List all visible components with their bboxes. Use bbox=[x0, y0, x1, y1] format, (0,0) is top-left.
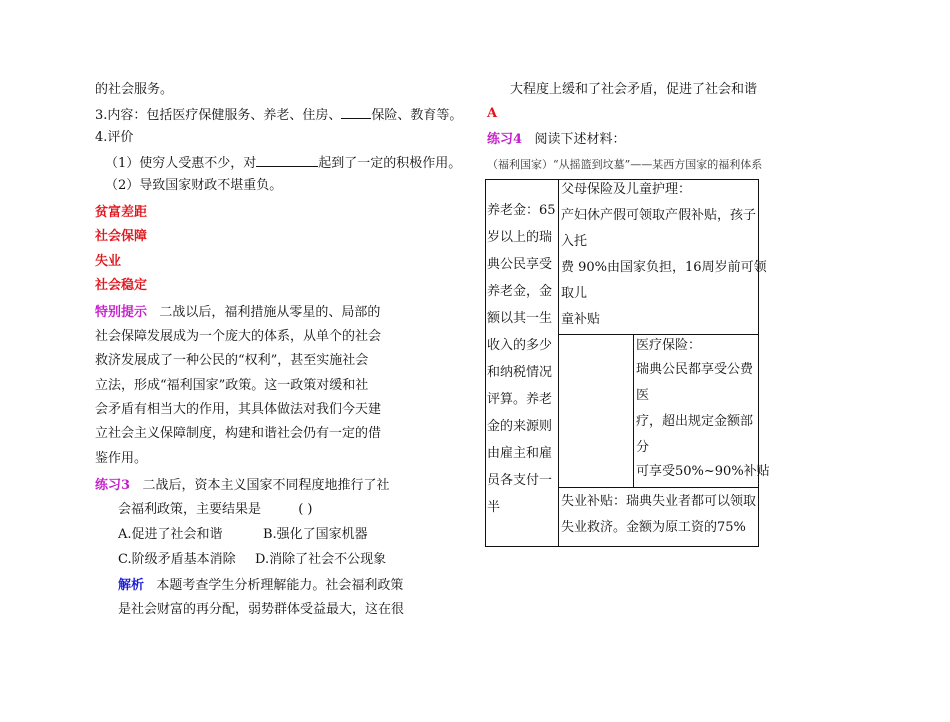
answer-3: 失业 bbox=[95, 254, 122, 269]
text-span: 阅读下述材料： bbox=[534, 132, 626, 147]
medical-insurance-text: 瑞典公民都享受公费 bbox=[636, 362, 754, 377]
pension-text: 收入的多少 bbox=[487, 338, 553, 353]
analysis-line-1 bbox=[118, 576, 403, 596]
text-span: 本题考查学生分析理解能力。社会福利政策 bbox=[156, 578, 404, 593]
tip-line: 鉴作用。 bbox=[95, 451, 148, 466]
answer-parens: ( ) bbox=[298, 502, 313, 517]
medical-insurance-text: 分 bbox=[636, 440, 650, 455]
medical-insurance-text: 可享受50%~90%补贴 bbox=[636, 464, 770, 479]
table-divider bbox=[558, 487, 759, 488]
exercise-4-label: 练习4 bbox=[487, 132, 523, 147]
parent-insurance-text: 入托 bbox=[561, 234, 588, 249]
parent-insurance-text: 取儿 bbox=[561, 286, 588, 301]
option-b: B.强化了国家机器 bbox=[263, 527, 368, 542]
parent-insurance-text: 童补贴 bbox=[561, 312, 601, 327]
option-d: D.消除了社会不公现象 bbox=[255, 552, 387, 567]
tip-label: 特别提示 bbox=[95, 305, 148, 320]
pension-text: 额以其一生 bbox=[487, 311, 553, 326]
medical-insurance-text: 医 bbox=[636, 388, 650, 403]
table-border-bottom bbox=[485, 546, 759, 547]
parent-insurance-text: 费 90%由国家负担，16周岁前可领 bbox=[561, 260, 767, 275]
pension-text: 养老金：65 bbox=[487, 203, 556, 218]
text-span: （1）使穷人受惠不少，对 bbox=[105, 156, 257, 171]
pension-text: 由雇主和雇 bbox=[487, 446, 553, 461]
tip-line: 立社会主义保障制度，构建和谐社会仍有一定的借 bbox=[95, 426, 382, 441]
continued-text: 大程度上缓和了社会矛盾，促进了社会和谐 bbox=[510, 82, 758, 97]
content-line bbox=[95, 104, 462, 126]
exercise-3-question bbox=[95, 476, 389, 496]
text-span: 起到了一定的积极作用。 bbox=[318, 156, 462, 171]
tip-line: 立法，形成“福利国家”政策。这一政策对缓和社 bbox=[95, 378, 369, 393]
table-divider bbox=[633, 334, 634, 487]
table-divider bbox=[558, 179, 559, 547]
answer-2: 社会保障 bbox=[95, 229, 148, 244]
answer-letter: A bbox=[487, 106, 498, 121]
option-c: C.阶级矛盾基本消除 bbox=[118, 552, 236, 567]
section-heading: 4.评价 bbox=[95, 130, 134, 145]
pension-text: 典公民享受 bbox=[487, 257, 553, 272]
text-span: 会福利政策，主要结果是 bbox=[118, 502, 262, 517]
medical-insurance-text: 疗，超出规定金额部 bbox=[636, 414, 754, 429]
parent-insurance-text: 产妇休产假可领取产假补贴，孩子 bbox=[561, 208, 757, 223]
table-divider bbox=[558, 334, 759, 335]
pension-text: 养老金，金 bbox=[487, 284, 553, 299]
exercise-3-label: 练习3 bbox=[95, 478, 131, 493]
text-span: 3.内容：包括医疗保健服务、养老、住房、 bbox=[95, 108, 342, 123]
text-span: 二战后，资本主义国家不同程度地推行了社 bbox=[142, 478, 390, 493]
tip-line: 社会保障发展成为一个庞大的体系，从单个的社会 bbox=[95, 329, 382, 344]
pension-text: 岁以上的瑞 bbox=[487, 230, 553, 245]
fill-blank bbox=[256, 152, 318, 167]
exercise-3-question-cont bbox=[118, 500, 313, 520]
answer-1: 贫富差距 bbox=[95, 205, 148, 220]
pension-text: 评算。养老 bbox=[487, 392, 553, 407]
pension-text: 和纳税情况 bbox=[487, 365, 553, 380]
eval-line-2: （2）导致国家财政不堪重负。 bbox=[105, 178, 283, 193]
tip-first-line bbox=[95, 303, 380, 323]
unemployment-text: 失业救济。金额为原工资的75% bbox=[561, 520, 746, 535]
option-a: A.促进了社会和谐 bbox=[118, 527, 223, 542]
pension-text: 半 bbox=[487, 500, 501, 515]
tip-line: 会矛盾有相当大的作用，其具体做法对我们今天建 bbox=[95, 402, 382, 417]
tip-line: 救济发展成了一种公民的“权利”，甚至实施社会 bbox=[95, 353, 369, 368]
pension-text: 金的来源则 bbox=[487, 419, 553, 434]
fill-blank bbox=[341, 104, 371, 119]
source-caption: （福利国家）“从摇篮到坟墓”——某西方国家的福利体系 bbox=[487, 158, 763, 171]
eval-line-1 bbox=[105, 152, 461, 174]
text-span: 保险、教育等。 bbox=[371, 108, 463, 123]
answer-4: 社会稳定 bbox=[95, 278, 148, 293]
text-span: 二战以后，福利措施从零星的、局部的 bbox=[159, 305, 381, 320]
analysis-line-2: 是社会财富的再分配，弱势群体受益最大，这在很 bbox=[118, 602, 405, 617]
analysis-label: 解析 bbox=[118, 578, 145, 593]
text-line: 的社会服务。 bbox=[95, 82, 174, 97]
pension-text: 员各支付一 bbox=[487, 473, 553, 488]
medical-insurance-text: 医疗保险： bbox=[636, 338, 702, 353]
table-border-right bbox=[758, 179, 759, 547]
exercise-4-heading bbox=[487, 130, 625, 150]
parent-insurance-text: 父母保险及儿童护理： bbox=[561, 182, 692, 197]
table-border-left bbox=[485, 179, 486, 547]
unemployment-text: 失业补贴：瑞典失业者都可以领取 bbox=[561, 494, 757, 509]
